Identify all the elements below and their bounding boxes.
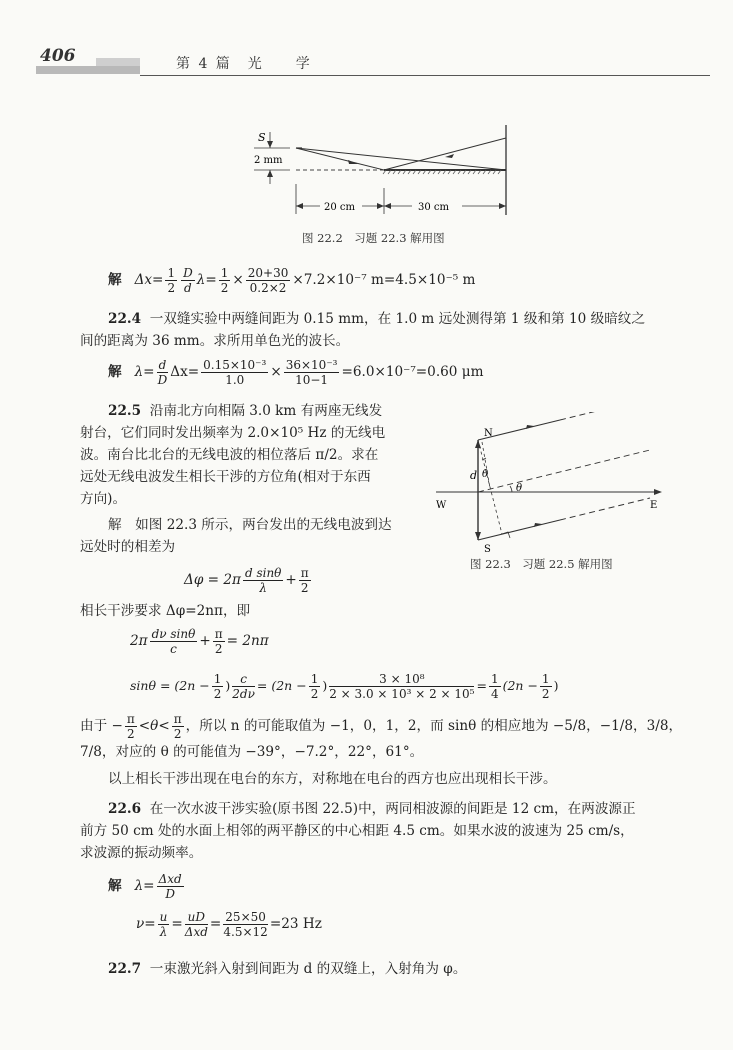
problem-22-5-line4: 远处无线电波发生相长干涉的方位角(相对于东西: [80, 469, 371, 485]
solution-22-5-line2: 远处时的相差为: [80, 539, 176, 555]
north-station-label: N: [484, 428, 493, 439]
dimension-20cm: 20 cm: [324, 202, 355, 213]
figure-22-2: [240, 120, 530, 230]
theta-values-line: 7/8，对应的 θ 的可能值为 −39°，−7.2°，22°，61°。: [80, 744, 424, 760]
angle-theta-label-2: θ: [516, 483, 523, 494]
page-number: 406: [40, 46, 76, 66]
constructive-equation: 2π $\frac{\text{dν sinθ}}{c}$ + $\frac{\pi}{2}$ = 2nπ: [130, 627, 269, 656]
solution-22-5-line1: 解 如图 22.3 所示，两台发出的无线电波到达: [108, 517, 392, 533]
figure-22-3: [430, 412, 680, 557]
running-head: 第 4 篇 光 学: [176, 56, 312, 72]
page-number-bar-accent: [96, 58, 140, 66]
east-label: E: [650, 500, 658, 511]
phase-difference-equation: Δφ = 2π $\frac{\text{d sinθ}}{\lambda}$ + $\frac{\pi}{2}$: [184, 566, 309, 595]
solution-22-3-equation: 解 Δx= $\frac{1}{2}$ $\frac{D}{d}$ λ= $\frac{1}{2}$ × $\frac{20+30}{0.2\times 2}$ ×7.2×10⁻⁷ m=4.5×10⁻⁵ m: [108, 266, 476, 295]
figure-22-2-caption: 图 22.2 习题 22.3 解用图: [302, 231, 445, 245]
dimension-2mm: 2 mm: [254, 155, 283, 166]
problem-22-6-line3: 求波源的振动频率。: [80, 845, 203, 861]
sin-theta-equation: sinθ = (2n − $\frac{1}{2}$ ) $\frac{c}{2d\nu}$ = (2n − $\frac{1}{2}$ ) $\frac{\text{3 × 10⁸}}{\text{2 × 3.0 × 10³ × 2 × 10⁵}}$ = $\frac{1}{4}$ (2n − $\frac{1}{2}$ ): [130, 672, 559, 701]
solution-label: 解: [108, 272, 122, 288]
problem-22-5-line2: 射台，它们同时发出频率为 2.0×10⁵ Hz 的无线电: [80, 425, 386, 441]
problem-22-6-line2: 前方 50 cm 处的水面上相邻的两平静区的中心相距 4.5 cm。如果水波的波速为 25 cm/s，: [80, 823, 634, 839]
figure-22-3-caption: 图 22.3 习题 22.5 解用图: [470, 557, 613, 571]
angle-theta-label-1: θ: [482, 469, 489, 480]
solution-22-6-wavelength: 解 λ= $\frac{\text{Δxd}}{D}$: [108, 872, 182, 901]
solution-22-6-frequency: ν= $\frac{u}{\lambda}$ = $\frac{uD}{\text{Δxd}}$ = $\frac{25\times 50}{4.5\times 12}$ =23 Hz: [136, 910, 322, 939]
problem-22-7-line1: 22.7 一束激光斜入射到间距为 d 的双缝上，入射角为 φ。: [108, 961, 467, 977]
south-station-label: S: [484, 544, 491, 555]
problem-22-5-line3: 波。南台比北台的无线电波的相位落后 π/2。求在: [80, 447, 379, 463]
problem-22-4-line1: 22.4 一双缝实验中两缝间距为 0.15 mm，在 1.0 m 远处测得第 1 级和第 10 级暗纹之: [108, 311, 645, 327]
conclusion-line: 以上相长干涉出现在电台的东方，对称地在电台的西方也应出现相长干涉。: [108, 771, 557, 787]
solution-22-4-equation: 解 λ= $\frac{d}{D}$ Δx= $\frac{\text{0.15×10⁻³}}{1.0}$ × $\frac{\text{36×10⁻³}}{10-1}$ =6.0×10⁻⁷=0.60 μm: [108, 358, 484, 387]
header-rule: [140, 75, 710, 76]
source-label-s: S: [258, 131, 266, 144]
problem-22-5-line1: 22.5 沿南北方向相隔 3.0 km 有两座无线发: [108, 403, 383, 419]
theta-range-line: 由于 − $\frac{\pi}{2}$ <θ< $\frac{\pi}{2}$ ，所以 n 的可能取值为 −1，0，1，2，而 sinθ 的相应地为 −5/8，−1/8，3/8，: [80, 712, 683, 741]
west-label: W: [436, 500, 447, 511]
problem-number: 22.4: [108, 311, 142, 327]
spacing-d-label: d: [470, 469, 478, 482]
problem-22-5-line5: 方向)。: [80, 491, 127, 507]
constructive-condition: 相长干涉要求 Δφ=2nπ，即: [80, 603, 251, 619]
problem-22-4-line2: 间的距离为 36 mm。求所用单色光的波长。: [80, 333, 350, 349]
dimension-30cm: 30 cm: [418, 202, 449, 213]
page-number-bar: [36, 66, 140, 74]
problem-22-6-line1: 22.6 在一次水波干涉实验(原书图 22.5)中，两同相波源的间距是 12 cm，在两波源正: [108, 801, 636, 817]
